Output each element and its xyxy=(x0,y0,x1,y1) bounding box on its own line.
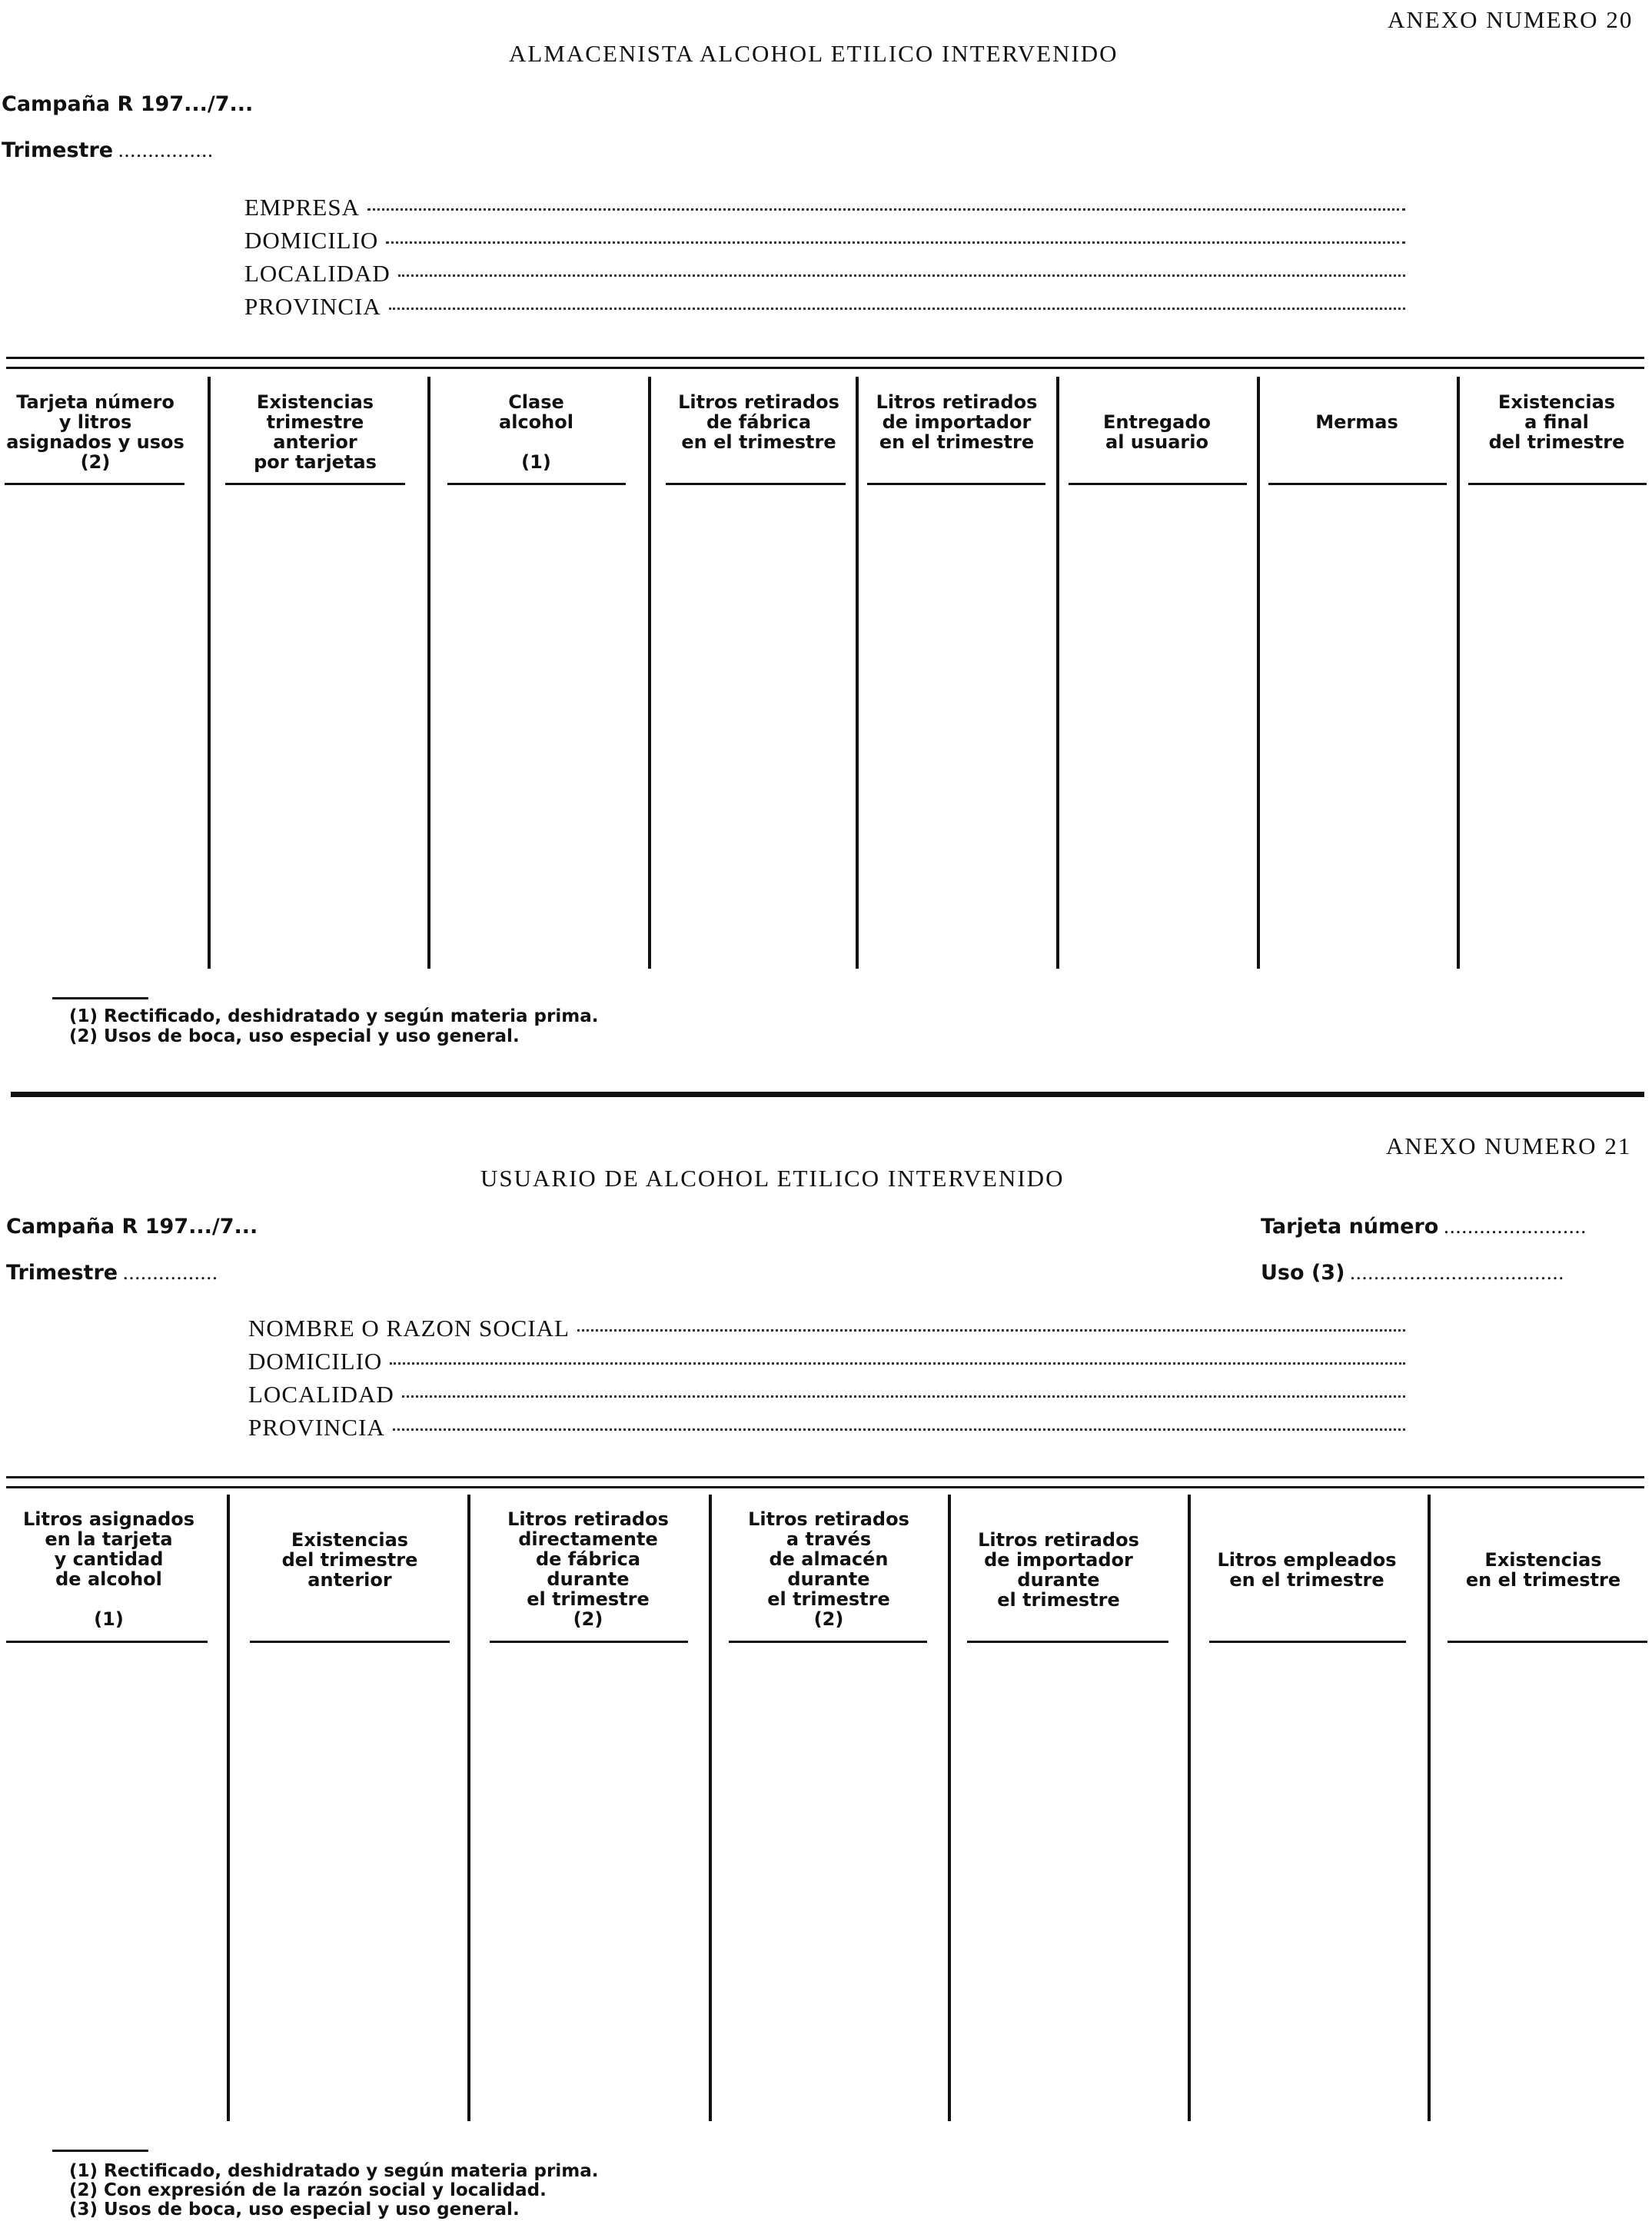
razon-social-field[interactable] xyxy=(248,1315,1405,1342)
header-underline xyxy=(250,1641,450,1643)
field-label: PROVINCIA xyxy=(248,1414,385,1441)
column-header-litros-empleados: Litros empleados en el trimestre xyxy=(1217,1549,1397,1591)
column-header-litros-fabrica: Litros retirados de fábrica en el trimestre xyxy=(678,391,839,453)
column-divider xyxy=(1428,1495,1431,2121)
field-label: PROVINCIA xyxy=(244,293,381,320)
uso-label: Uso (3) xyxy=(1261,1261,1345,1285)
footnote-1: (1) Rectificado, deshidratado y según materia prima. xyxy=(69,1006,599,1026)
trimestre-row xyxy=(2,138,214,162)
campana-label: Campaña R 197.../7... xyxy=(6,1215,258,1239)
header-underline xyxy=(5,483,184,485)
column-divider xyxy=(467,1495,470,2121)
column-header-existencias-final: Existencias a final del trimestre xyxy=(1488,391,1625,453)
column-header-clase: Clase alcohol (1) xyxy=(499,391,573,473)
column-divider xyxy=(427,377,430,969)
column-header-retirados-importador: Litros retirados de importador durante el trimestre xyxy=(978,1529,1139,1611)
trimestre-row xyxy=(6,1261,218,1285)
column-header-existencias-trimestre: Existencias en el trimestre xyxy=(1465,1549,1621,1591)
provincia-field[interactable] xyxy=(248,1414,1405,1442)
domicilio-field[interactable] xyxy=(248,1348,1405,1375)
trimestre-dots: ................ xyxy=(118,138,214,161)
table-top-rule xyxy=(6,1476,1644,1488)
column-divider xyxy=(709,1495,712,2121)
trimestre-label: Trimestre xyxy=(6,1261,118,1285)
uso-dots: .................................... xyxy=(1350,1261,1565,1284)
field-label: EMPRESA xyxy=(244,194,360,221)
column-divider xyxy=(948,1495,951,2121)
anexo-20-title: ALMACENISTA ALCOHOL ETILICO INTERVENIDO xyxy=(509,40,1119,67)
footnote-2: (2) Con expresión de la razón social y localidad. xyxy=(69,2180,547,2200)
notes-rule xyxy=(52,997,148,999)
header-underline xyxy=(967,1641,1168,1643)
tarjeta-numero-label: Tarjeta número xyxy=(1261,1215,1439,1239)
section-separator xyxy=(11,1092,1644,1097)
field-label: LOCALIDAD xyxy=(248,1381,394,1408)
column-divider xyxy=(1188,1495,1191,2121)
field-label: DOMICILIO xyxy=(244,227,379,254)
column-header-existencias: Existencias trimestre anterior por tarjetas xyxy=(254,391,377,473)
localidad-field[interactable] xyxy=(248,1381,1405,1408)
column-divider xyxy=(856,377,859,969)
header-underline xyxy=(1209,1641,1406,1643)
column-divider xyxy=(1056,377,1059,969)
field-label: LOCALIDAD xyxy=(244,260,391,287)
localidad-field[interactable] xyxy=(244,260,1405,288)
column-header-retirados-fabrica: Litros retirados directamente de fábrica durante el trimestre (2) xyxy=(507,1508,669,1630)
column-divider xyxy=(1457,377,1460,969)
column-header-tarjeta: Tarjeta número y litros asignados y usos (2) xyxy=(6,391,184,473)
tarjeta-numero-dots: ........................ xyxy=(1444,1215,1587,1238)
header-underline xyxy=(1069,483,1247,485)
header-underline xyxy=(666,483,846,485)
field-label: NOMBRE O RAZON SOCIAL xyxy=(248,1315,570,1342)
header-underline xyxy=(867,483,1045,485)
uso-row[interactable] xyxy=(1261,1261,1564,1285)
domicilio-field[interactable] xyxy=(244,227,1405,254)
anexo-21-label: ANEXO NUMERO 21 xyxy=(1386,1132,1632,1159)
header-underline xyxy=(729,1641,927,1643)
column-divider xyxy=(1257,377,1260,969)
column-header-retirados-almacen: Litros retirados a través de almacén durante el trimestre (2) xyxy=(748,1508,909,1630)
column-header-litros-importador: Litros retirados de importador en el trimestre xyxy=(876,391,1038,453)
header-underline xyxy=(1268,483,1447,485)
anexo-21-title: USUARIO DE ALCOHOL ETILICO INTERVENIDO xyxy=(480,1165,1065,1192)
anexo-20-label: ANEXO NUMERO 20 xyxy=(1388,6,1634,33)
column-divider xyxy=(648,377,651,969)
empresa-field[interactable] xyxy=(244,194,1405,221)
column-header-mermas: Mermas xyxy=(1315,411,1398,433)
footnote-2: (2) Usos de boca, uso especial y uso general. xyxy=(69,1026,520,1046)
trimestre-dots: ................ xyxy=(122,1261,218,1284)
header-underline xyxy=(225,483,405,485)
header-underline xyxy=(447,483,626,485)
header-underline xyxy=(490,1641,688,1643)
column-header-existencias-anterior: Existencias del trimestre anterior xyxy=(281,1529,418,1591)
field-label: DOMICILIO xyxy=(248,1348,383,1375)
trimestre-label: Trimestre xyxy=(2,138,114,162)
table-top-rule xyxy=(6,357,1644,369)
footnote-3: (3) Usos de boca, uso especial y uso general. xyxy=(69,2200,520,2220)
provincia-field[interactable] xyxy=(244,293,1405,321)
notes-rule xyxy=(52,2150,148,2152)
campana-label: Campaña R 197.../7... xyxy=(2,92,254,116)
column-header-litros-asignados: Litros asignados en la tarjeta y cantidad de alcohol (1) xyxy=(22,1508,195,1630)
tarjeta-numero-row[interactable] xyxy=(1261,1215,1587,1239)
column-divider xyxy=(208,377,211,969)
header-underline xyxy=(6,1641,208,1643)
header-underline xyxy=(1468,483,1647,485)
column-header-entregado: Entregado al usuario xyxy=(1102,411,1212,453)
header-underline xyxy=(1448,1641,1647,1643)
column-divider xyxy=(227,1495,230,2121)
footnote-1: (1) Rectificado, deshidratado y según materia prima. xyxy=(69,2161,599,2181)
